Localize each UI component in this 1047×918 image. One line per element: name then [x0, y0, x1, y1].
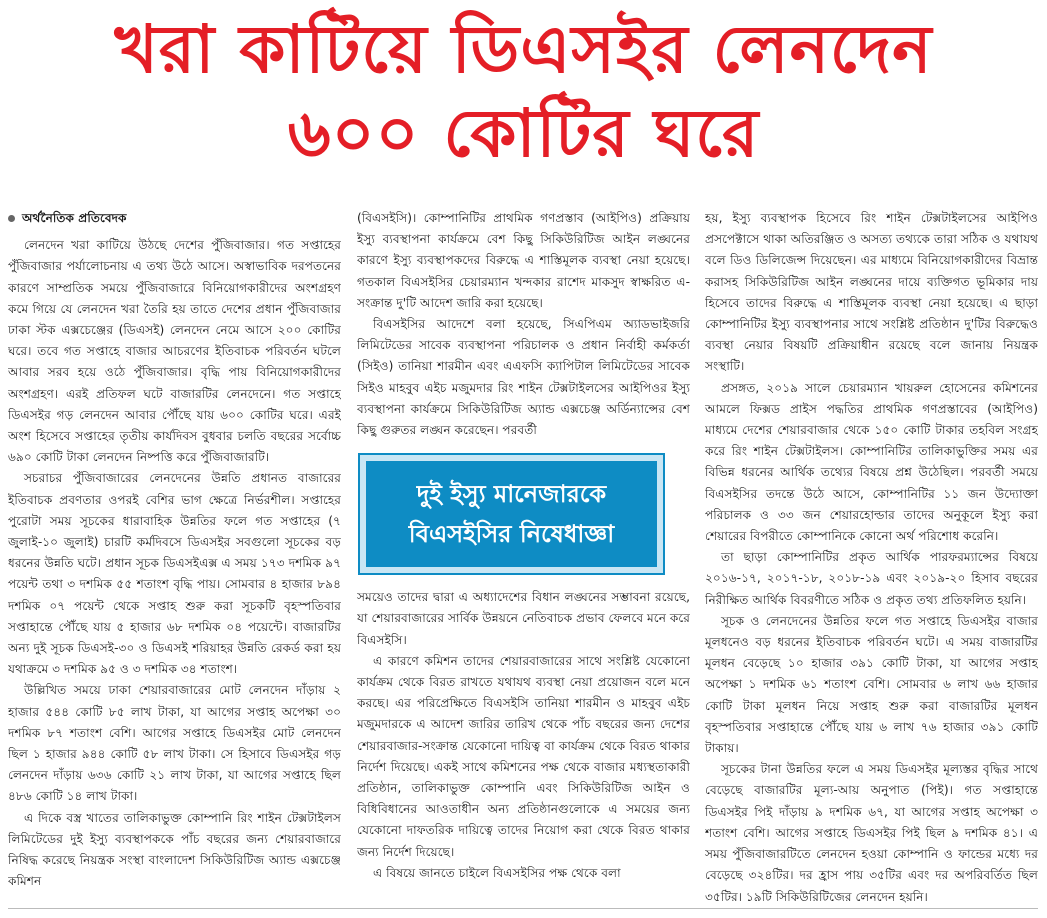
byline [8, 208, 341, 229]
subheadline-box [360, 455, 663, 573]
paragraph: (বিএসইসি)। কোম্পানিটির প্রাথমিক গণপ্রস্তাব (আইপিও) প্রক্রিয়ায় ইস্যু ব্যবস্থাপনা কার্যক্রমে বেশ কিছু সিকিউরিটিজ আইন লঙ্ঘনের কারণে ইস্যু ব্যবস্থাপকদের বিরুদ্ধে এ শাস্তিমূলক ব্যবস্থা নেয়া হয়েছে। গতকাল বিএসইসির চেয়ারম্যান খন্দকার রাশেদ মাকসুদ স্বাক্ষরিত এ-সংক্রান্ত দু'টি আদেশ জারি করা হয়েছে। [357, 211, 690, 310]
paragraph: সূচক ও লেনদেনের উন্নতির ফলে গত সপ্তাহে ডিএসইর বাজার মূলধনেও বড় ধরনের ইতিবাচক পরিবর্তন ঘটে। এ সময় বাজারটির মূলধন বেড়েছে ১০ হাজার ৩৯১ কোটি টাকা, যা আগের সপ্তাহ অপেক্ষা ১ দশমিক ৬১ শতাংশ বেশি। সোমবার ৬ লাখ ৬৬ হাজার কোটি টাকা মূলধন নিয়ে সপ্তাহ শুরু করা বাজারটির মূলধন বৃহস্পতিবার সপ্তাহান্তে পৌঁছে যায় ৬ লাখ ৭৬ হাজার ৩৯১ কোটি টাকায়। [705, 613, 1038, 756]
headline-line-2: ৬০০ কোটির ঘরে [287, 95, 760, 172]
paragraph: তা ছাড়া কোম্পানিটির প্রকৃত আর্থিক পারফরম্যান্সের বিষয়ে ২০১৬-১৭, ২০১৭-১৮, ২০১৮-১৯ এবং ২০১৯-২০ হিসাব বছরের নিরীক্ষিত আর্থিক বিবরণীতে সঠিক ও প্রকৃত তথ্য প্রতিফলিত হয়নি। [705, 550, 1038, 607]
paragraph: সচরাচর পুঁজিবাজারের লেনদেনের উন্নতি প্রধানত বাজারের ইতিবাচক প্রবণতার ওপরই বেশির ভাগ ক্ষেত্রে নির্ভরশীল। সপ্তাহের পুরোটা সময় সূচকের ধারাবাহিক উন্নতির ফলে গত সপ্তাহের (৭ জুলাই-১০ জুলাই) চারটি কর্মদিবসে ডিএসইর সবগুলো সূচকের বড় ধরনের উন্নতি ঘটে। প্রধান সূচক ডিএসইএক্স এ সময় ১৭৩ দশমিক ৯৭ পয়েন্ট তথা ৩ দশমিক ৫৫ শতাংশ বৃদ্ধি পায়। সোমবার ৪ হাজার ৮৯৪ দশমিক ০৭ পয়েন্ট থেকে সপ্তাহ শুরু করা সূচকটি বৃহস্পতিবার সপ্তাহান্তে পৌঁছে যায় ৫ হাজার ৬৮ দশমিক ০৪ পয়েন্টে। বাজারটির অন্য দুই সূচক ডিএসই-৩০ ও ডিএসই শরিয়াহর উন্নতি রেকর্ড করা হয় যথাক্রমে ৩ দশমিক ৯৫ ও ৩ দশমিক ৩৪ শতাংশ। [8, 471, 341, 677]
bottom-divider [8, 908, 1038, 909]
subheadline-line-1: দুই ইস্যু মানেজারকে [416, 480, 607, 509]
headline-line-1: খরা কাটিয়ে ডিএসইর লেনদেন [114, 11, 933, 88]
article-column-1 [8, 208, 341, 913]
paragraph: এ বিষয়ে জানতে চাইলে বিএসইসির পক্ষ থেকে বলা [373, 865, 621, 880]
paragraph: হয়, ইস্যু ব্যবস্থাপক হিসেবে রিং শাইন টেক্সটাইলসের আইপিও প্রসপেক্টাসে থাকা অতিরঞ্জিত ও অসত্য তথ্যকে তারা সঠিক ও যথাযথ বলে ডিও ডিলিজেন্স দিয়েছেন। এর মাধ্যমে বিনিয়োগকারীদের বিভ্রান্ত করাসহ সিকিউরিটিজ আইন লঙ্ঘনের দায়ে ব্যক্তিগত ভূমিকার দায় হিসেবে তাদের বিরুদ্ধে এ শাস্তিমূলক ব্যবস্থা নেয়া হয়েছে। এ ছাড়া কোম্পানিটির ইস্যু ব্যবস্থাপনার সাথে সংশ্লিষ্ট প্রতিষ্ঠান দু'টির বিরুদ্ধেও ব্যবস্থা নেয়ার বিষয়টি প্রক্রিয়াধীন রয়েছে বলে জানায় নিয়ন্ত্রক সংস্থাটি। [705, 211, 1038, 374]
byline-text: অর্থনৈতিক প্রতিবেদক [22, 211, 127, 225]
paragraph: এ দিকে বস্ত্র খাতের তালিকাভুক্ত কোম্পানি রিং শাইন টেক্সটাইলস লিমিটেডের দুই ইস্যু ব্যবস্থাপককে পাঁচ বছরের জন্য শেয়ারবাজারে নিষিদ্ধ করেছে নিয়ন্ত্রক সংস্থা বাংলাদেশ সিকিউরিটিজ অ্যান্ড এক্সচেঞ্জ কমিশন [8, 810, 341, 889]
article-column-3 [705, 208, 1038, 913]
paragraph: বিএসইসির আদেশে বলা হয়েছে, সিএপিএম অ্যাডভাইজরি লিমিটেডের সাবেক ব্যবস্থাপনা পরিচালক ও প্রধান নির্বাহী কর্মকর্তা (সিইও) তানিয়া শারমীন এবং এএফসি ক্যাপিটাল লিমিটেডের সাবেক সিইও মাহবুব এইচ মজুমদার রিং শাইন টেক্সটাইলসের আইপিওর ইস্যু ব্যবস্থাপনা কার্যক্রমে সিকিউরিটিজ অ্যান্ড এক্সচেঞ্জ অর্ডিন্যান্সের বেশ কিছু গুরুতর লঙ্ঘন করেছেন। পরবর্তী [357, 317, 690, 438]
paragraph: সূচকের টানা উন্নতির ফলে এ সময় ডিএসইর মূল্যস্তর বৃদ্ধির সাথে বেড়েছে বাজারটির মূল্য-আয় অনুপাত (পিই)। গত সপ্তাহান্তে ডিএসইর পিই দাঁড়ায় ৯ দশমিক ৬৭, যা আগের সপ্তাহ অপেক্ষা ৩ শতাংশ বেশি। আগের সপ্তাহে ডিএসইর পিই ছিল ৯ দশমিক ৪১। এ সময় পুঁজিবাজারটিতে লেনদেন হওয়া কোম্পানি ও ফান্ডের মধ্যে দর বেড়েছে ৩২৪টির। দর হ্রাস পায় ৩৫টির এবং দর অপরিবর্তিত ছিল ৩৫টির। ১৯টি সিকিউরিটিজের লেনদেন হয়নি। [705, 762, 1038, 904]
headline [0, 8, 1047, 176]
paragraph: সময়েও তাদের দ্বারা এ অধ্যাদেশের বিধান লঙ্ঘনের সম্ভাবনা রয়েছে, যা শেয়ারবাজারের সার্বিক উন্নয়নে নেতিবাচক প্রভাব ফেলবে মনে করে বিএসইসি। [357, 590, 690, 647]
article-column-2 [357, 208, 690, 913]
paragraph: এ কারণে কমিশন তাদের শেয়ারবাজারের সাথে সংশ্লিষ্ট যেকোনো কার্যক্রম থেকে বিরত রাখতে যথাযথ ব্যবস্থা নেয়া প্রয়োজন বলে মনে করছে। এর পরিপ্রেক্ষিতে বিএসইসি তানিয়া শারমীন ও মাহবুব এইচ মজুমদারকে এ আদেশ জারির তারিখ থেকে পাঁচ বছরের জন্য দেশের শেয়ারবাজার-সংক্রান্ত যেকোনো দায়িত্ব বা কার্যক্রম থেকে বিরত থাকার নির্দেশ দিয়েছে। একই সাথে কমিশনের পক্ষ থেকে বাজার মধ্যস্থতাকারী প্রতিষ্ঠান, তালিকাভুক্ত কোম্পানি এবং সিকিউরিটিজ আইন ও বিধিবিধানের আওতাধীন অন্য প্রতিষ্ঠানগুলোকে এ সময়ের জন্য যেকোনো দাফতরিক দায়িত্বে তাদের নিয়োগ করা থেকে বিরত থাকার জন্য নির্দেশ দিয়েছে। [357, 653, 690, 859]
subheadline-line-2: বিএসইসির নিষেধাজ্ঞা [408, 520, 615, 549]
bullet-icon [8, 215, 15, 222]
paragraph: প্রসঙ্গত, ২০১৯ সালে চেয়ারম্যান খায়রুল হোসেনের কমিশনের আমলে ফিক্সড প্রাইস পদ্ধতির প্রাথমিক গণপ্রস্তাবের (আইপিও) মাধ্যমে দেশের শেয়ারবাজার থেকে ১৫০ কোটি টাকার তহবিল সংগ্রহ করে রিং শাইন টেক্সটাইলস। কোম্পানিটির তালিকাভুক্তির সময় এর বিভিন্ন ধরনের আর্থিক তথ্যের বিষয়ে প্রশ্ন উঠেছিল। পরবর্তী সময়ে বিএসইসির তদন্তে উঠে আসে, কোম্পানিটির ১১ জন উদ্যোক্তা পরিচালক ও ৩৩ জন শেয়ারহোল্ডার তাদের অনুকূলে ইস্যু করা শেয়ারের বিপরীতে কোম্পানিকে কোনো অর্থ পরিশোধ করেনি। [705, 380, 1038, 544]
paragraph: উল্লিখিত সময়ে ঢাকা শেয়ারবাজারের মোট লেনদেন দাঁড়ায় ২ হাজার ৫৪৪ কোটি ৮৫ লাখ টাকা, যা আগের সপ্তাহ অপেক্ষা ৩০ দশমিক ৮৭ শতাংশ বেশি। আগের সপ্তাহে ডিএসইর মোট লেনদেন ছিল ১ হাজার ৯৪৪ কোটি ৫৮ লাখ টাকা। সে হিসাবে ডিএসইর গড় লেনদেন দাঁড়ায় ৬৩৬ কোটি ২১ লাখ টাকা, যা আগের সপ্তাহে ছিল ৪৮৬ কোটি ১৪ লাখ টাকা। [8, 683, 341, 804]
paragraph: লেনদেন খরা কাটিয়ে উঠছে দেশের পুঁজিবাজার। গত সপ্তাহের পুঁজিবাজার পর্যালোচনায় এ তথ্য উঠে আসে। অস্বাভাবিক দরপতনের কারণে সাম্প্রতিক সময়ে পুঁজিবাজারে বিনিয়োগকারীদের অংশগ্রহণ কমে গিয়ে যে লেনদেন খরা তৈরি হয় তাতে দেশের প্রধান পুঁজিবাজার ঢাকা স্টক এক্সচেঞ্জের (ডিএসই) লেনদেন নেমে আসে ২০০ কোটির ঘরে। তবে গত সপ্তাহে বাজার আচরণের ইতিবাচক পরিবর্তন ঘটলে আবার সরব হয়ে ওঠে পুঁজিবাজার। বৃদ্ধি পায় বিনিয়োগকারীদের অংশগ্রহণ। এরই প্রতিফল ঘটে বাজারটির লেনদেনে। গত সপ্তাহে ডিএসইর গড় লেনদেন আবার পৌঁছে যায় ৬০০ কোটির ঘরে। এরই অংশ হিসেবে সপ্তাহের তৃতীয় কার্যদিবস বুধবার চলতি বছরের সর্বোচ্চ ৬৯০ কোটি টাকা লেনদেন নিষ্পত্তি করে পুঁজিবাজারটি। [8, 238, 341, 465]
